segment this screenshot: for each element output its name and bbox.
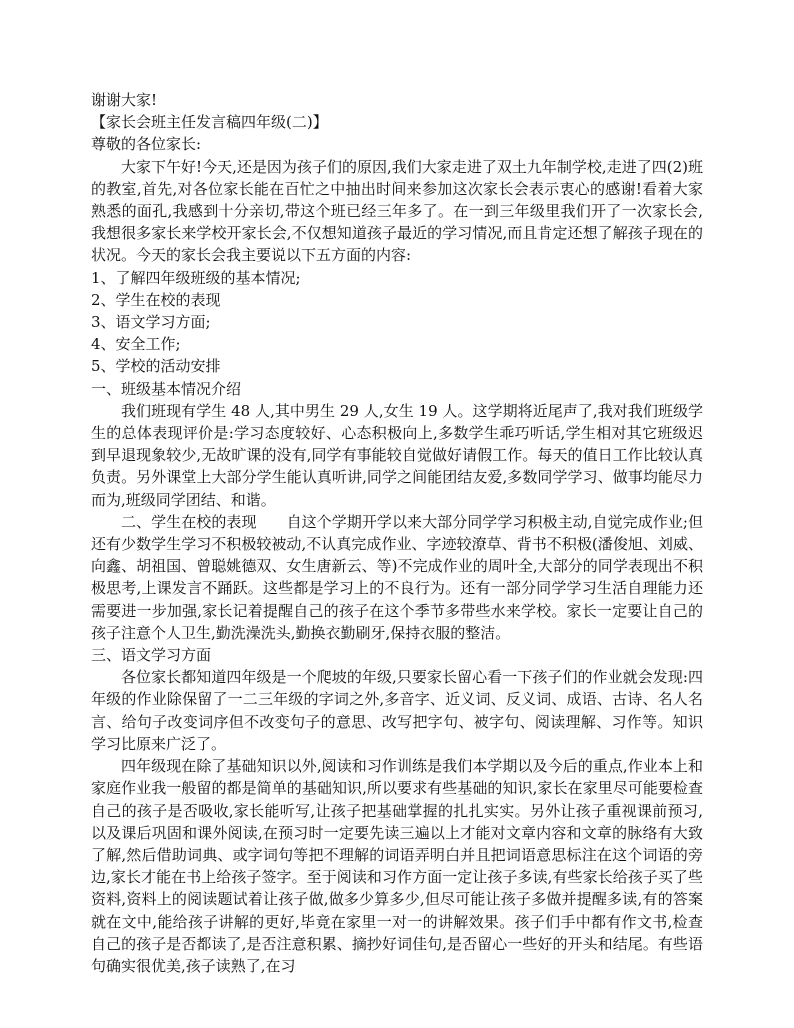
document-body — [91, 89, 703, 977]
closing-line: 谢谢大家! — [91, 91, 158, 109]
section-paragraph: 各位家长都知道四年级是一个爬坡的年级,只要家长留心看一下孩子们的作业就会发现:四年级的作业除保留了一二三年级的字词之外,多音字、近义词、反义词、成语、古诗、名人名言、给句子改变词序但不改变句子的意思、改写把字句、被字句、阅读理解、习作等。知识学习比原来广泛了。 — [91, 668, 703, 753]
section-paragraph — [91, 511, 703, 644]
section-heading: 二、学生在校的表现 — [121, 512, 257, 531]
section-paragraph: 四年级现在除了基础知识以外,阅读和习作训练是我们本学期以及今后的重点,作业本上和家庭作业我一般留的都是简单的基础知识,所以要求有些基础的知识,家长在家里尽可能要检查自己的孩子是否吸收,家长能听写,让孩子把基础掌握的扎扎实实。另外让孩子重视课前预习,以及课后巩固和课外阅读,在预习时一定要先读三遍以上才能对文章内容和文章的脉络有大致了解,然后借助词典、或字词句等把不理解的词语弄明白并且把词语意思标注在这个词语的旁边,家长才能在书上给孩子签字。至于阅读和习作方面一定让孩子多读,有些家长给孩子买了些资料,资料上的阅读题试着让孩子做,做多少算多少,但尽可能让孩子多做并提醒多读,有的答案就在文中,能给孩子讲解的更好,毕竟在家里一对一的讲解效果。孩子们手中都有作文书,检查自己的孩子是否都读了,是否注意积累、摘抄好词佳句,是否留心一些好的开头和结尾。有些语句确实很优美,孩子读熟了,在习 — [91, 757, 703, 975]
greeting-line: 尊敬的各位家长: — [91, 135, 202, 154]
section-heading: 三、语文学习方面 — [91, 646, 212, 665]
intro-paragraph: 大家下午好!今天,还是因为孩子们的原因,我们大家走进了双土九年制学校,走进了四(2)班的教室,首先,对各位家长能在百忙之中抽出时间来参加这次家长会表示衷心的感谢!看着大家熟悉的面孔,我感到十分亲切,带这个班已经三年多了。在一到三年级里我们开了一次家长会,我想很多家长来学校开家长会,不仅想知道孩子最近的学习情况,而且肯定还想了解孩子现在的状况。今天的家长会我主要说以下五方面的内容: — [91, 157, 703, 265]
section-body-text: 自这个学期开学以来大部分同学学习积极主动,自觉完成作业;但还有少数学生学习不积极较被动,不认真完成作业、字迹较潦草、背书不积极(潘俊旭、刘威、向鑫、胡祖国、曾聪姚德双、女生唐新云、等)不完成作业的周叶全,大部分的同学表现出不积极思考,上课发言不踊跃。这些都是学习上的不良行为。还有一部分同学学习生活自理能力还需要进一步加强,家长记着提醒自己的孩子在这个季节多带些水来学校。家长一定要让自己的孩子注意个人卫生,勤洗澡洗头,勤换衣勤刷牙,保持衣服的整洁。 — [91, 512, 703, 642]
section-paragraph: 我们班现有学生 48 人,其中男生 29 人,女生 19 人。这学期将近尾声了,我对我们班级学生的总体表现评价是:学习态度较好、心态积极向上,多数学生乖巧听话,学生相对其它班级迟到早退现象较少,无故旷课的没有,同学有事能较自觉做好请假工作。每天的值日工作比较认真负责。另外课堂上大部分学生能认真听讲,同学之间能团结友爱,多数同学学习、做事均能尽力而为,班级同学团结、和谐。 — [91, 401, 703, 509]
list-item: 1、了解四年级班级的基本情况; — [91, 268, 301, 287]
list-item: 4、安全工作; — [91, 335, 181, 354]
list-item: 5、学校的活动安排 — [91, 357, 221, 376]
list-item: 2、学生在校的表现 — [91, 290, 221, 309]
speech-title: 【家长会班主任发言稿四年级(二)】 — [91, 113, 328, 132]
list-item: 3、语文学习方面; — [91, 313, 211, 332]
section-heading: 一、班级基本情况介绍 — [91, 379, 242, 398]
